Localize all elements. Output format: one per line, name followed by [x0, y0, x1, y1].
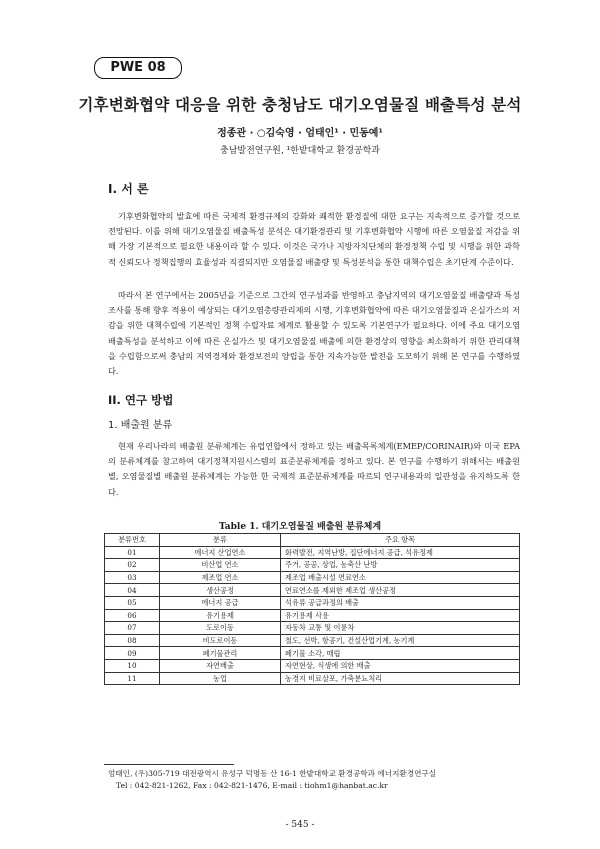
section-heading-methods: II. 연구 방법: [108, 393, 174, 407]
cell-items: 농경지 비료살포, 가축분뇨처리: [281, 672, 520, 685]
cell-items: 연료연소를 제외한 제조업 생산공정: [281, 584, 520, 597]
footnote-contact: Tel : 042-821-1262, Fax : 042-821-1476, E-mail : tiohm1@hanbat.ac.kr: [116, 781, 388, 790]
classification-table: [104, 533, 520, 685]
header-items: 주요 항목: [281, 534, 520, 547]
footnote-address: 엄태인, (우)305-719 대전광역시 유성구 덕명동 산 16-1 한밭대학교 환경공학과 에너지환경연구실: [108, 769, 437, 778]
cell-code: 07: [105, 622, 160, 635]
table-row: [105, 571, 520, 584]
table-caption: Table 1. 대기오염물질 배출원 분류체계: [218, 522, 382, 532]
cell-category: 제조업 연소: [160, 571, 281, 584]
cell-code: 09: [105, 647, 160, 660]
cell-category: 도로이동: [160, 622, 281, 635]
cell-items: 폐기물 소각, 매립: [281, 647, 520, 660]
table-row: [105, 647, 520, 660]
intro-paragraph-1: 기후변화협약의 발효에 따른 국제적 환경규제의 강화와 쾌적한 환경질에 대한 요구는 지속적으로 증가할 것으로 전망된다. 이를 위해 대기오염물질 배출특성 분석은 대기환경관리 및 기후변화협약 시행에 따른 오염물질 저감을 위해 가장 기본적으로 필요한 내용이라 할 수 있다. 이것은 국가나 지방자치단체의 환경정책 수립 및 시행을 위한 과학적 신뢰도나 정책집행의 효율성과 직결되지만 오염물질 배출량 및 특성분석을 통한 대책수립은 초기단계 수준이다.: [108, 211, 520, 267]
paper-title: 기후변화협약 대응을 위한 충청남도 대기오염물질 배출특성 분석: [78, 96, 522, 114]
cell-code: 05: [105, 596, 160, 609]
cell-category: 농업: [160, 672, 281, 685]
cell-code: 04: [105, 584, 160, 597]
cell-items: 제조업 배출시설 연료연소: [281, 571, 520, 584]
table-row: [105, 546, 520, 559]
table-row: [105, 622, 520, 635]
table-row: [105, 634, 520, 647]
cell-category: 에너지 공급: [160, 596, 281, 609]
page-number: - 545 -: [285, 820, 315, 830]
table-row: [105, 584, 520, 597]
header-code: 분류번호: [105, 534, 160, 547]
cell-category: 비도로이동: [160, 634, 281, 647]
table-row: [105, 596, 520, 609]
cell-category: 생산공정: [160, 584, 281, 597]
cell-items: 석유류 공급과정의 배출: [281, 596, 520, 609]
intro-paragraph-2: 따라서 본 연구에서는 2005년을 기준으로 그간의 연구성과를 반영하고 충남지역의 대기오염물질 배출량과 특성조사를 통해 향후 적용이 예상되는 대기오염총량관리제의 시행, 기후변화협약에 따른 대기오염물질과 온실가스의 저감을 위한 대책수립에 기본적인 정책 수립자료 체계로 활용할 수 있도록 기본연구가 필요하다. 이에 주요 대기오염 배출특성을 분석하고 이에 따른 온실가스 및 대기오염물질 배출에 의한 환경상의 영향을 최소화하기 위한 관리대책을 수립함으로써 충남의 지역경제와 환경보전의 양립을 통한 지속가능한 발전을 도모하기 위해 본 연구를 수행하였다.: [108, 290, 520, 377]
table-row: [105, 659, 520, 672]
cell-items: 화력발전, 지역난방, 집단에너지 공급, 석유정제: [281, 546, 520, 559]
affiliation: 충남발전연구원, ¹한밭대학교 환경공학과: [220, 146, 380, 156]
methods-paragraph: 현재 우리나라의 배출원 분류체계는 유럽연합에서 정하고 있는 배출목록체계(EMEP/CORINAIR)와 미국 EPA의 분류체계를 참고하여 대기정책지원시스템의 표준분류체계를 정하고 있다. 본 연구를 수행하기 위해서는 배출원별, 오염물질별 배출원 분류체계는 가능한 한 국제적 표준분류체계를 따르되 연구내용과의 일관성을 유지하도록 한다.: [108, 441, 520, 497]
cell-items: 주거, 공공, 상업, 농축산 난방: [281, 559, 520, 572]
cell-items: 유기용제 사용: [281, 609, 520, 622]
footnote-divider: [104, 764, 234, 765]
cell-category: 에너지 산업연소: [160, 546, 281, 559]
table-row: [105, 609, 520, 622]
cell-category: 유기용제: [160, 609, 281, 622]
cell-code: 10: [105, 659, 160, 672]
table-row: [105, 559, 520, 572]
subsection-heading: 1. 배출원 분류: [108, 420, 173, 431]
table-row: [105, 672, 520, 685]
cell-category: 자연배출: [160, 659, 281, 672]
cell-code: 01: [105, 546, 160, 559]
cell-code: 08: [105, 634, 160, 647]
cell-code: 03: [105, 571, 160, 584]
cell-code: 11: [105, 672, 160, 685]
cell-items: 철도, 선박, 항공기, 건설산업기계, 농기계: [281, 634, 520, 647]
cell-code: 02: [105, 559, 160, 572]
table-header-row: [105, 534, 520, 547]
cell-code: 06: [105, 609, 160, 622]
cell-category: 폐기물관리: [160, 647, 281, 660]
cell-items: 자동차 교통 및 이륜차: [281, 622, 520, 635]
cell-items: 자연현상, 식생에 의한 배출: [281, 659, 520, 672]
cell-category: 비산업 연소: [160, 559, 281, 572]
authors: 정종관 · ○김숙영 · 엄태인¹ · 민동예¹: [217, 128, 383, 139]
section-heading-introduction: I. 서 론: [108, 182, 149, 196]
header-category: 분류: [160, 534, 281, 547]
session-badge: PWE 08: [94, 57, 182, 79]
